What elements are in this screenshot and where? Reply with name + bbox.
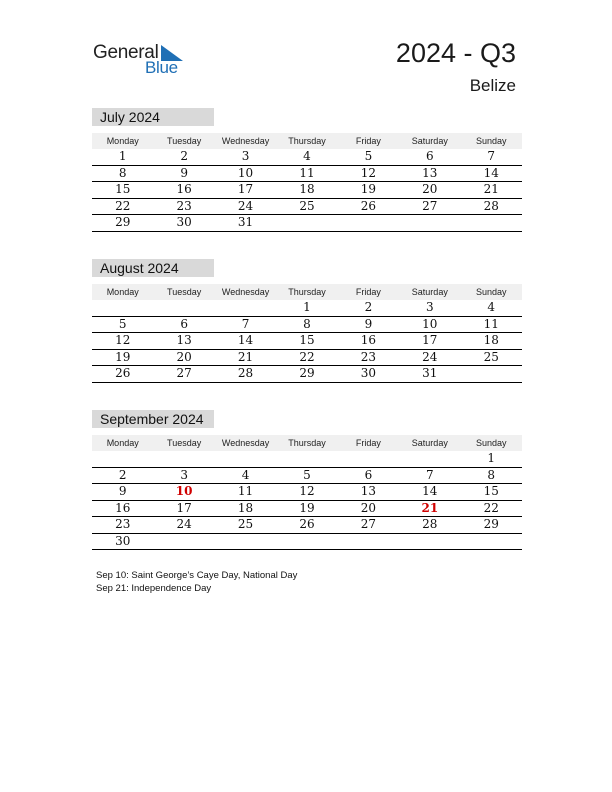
day-cell <box>338 534 399 550</box>
day-cell: 28 <box>237 366 254 380</box>
weekday-header: Tuesday <box>167 287 202 297</box>
week-row <box>92 451 522 468</box>
day-cell: 13 <box>360 484 377 498</box>
day-cell: 1 <box>303 300 311 314</box>
day-cell: 29 <box>299 366 315 380</box>
week-row <box>92 300 522 317</box>
weekday-header: Saturday <box>411 287 448 297</box>
week-row <box>92 215 522 232</box>
day-cell: 11 <box>483 316 499 331</box>
day-cell: 15 <box>115 182 131 196</box>
day-cell: 16 <box>360 333 377 347</box>
day-cell: 13 <box>422 165 438 180</box>
week-row <box>92 517 522 534</box>
day-cell: 10 <box>237 165 254 180</box>
day-cell <box>153 534 214 550</box>
day-cell: 16 <box>115 500 131 515</box>
day-cell: 1 <box>487 451 496 465</box>
day-cell: 25 <box>299 198 315 213</box>
day-cell: 7 <box>426 467 434 482</box>
day-cell <box>92 300 153 316</box>
day-cell: 15 <box>299 333 315 347</box>
weekday-header: Friday <box>355 438 381 448</box>
day-cell: 12 <box>360 165 377 180</box>
week-row <box>92 350 522 367</box>
month-label: September 2024 <box>92 410 214 428</box>
day-cell: 19 <box>299 500 315 515</box>
day-cell: 2 <box>118 467 127 482</box>
day-cell: 19 <box>360 182 377 196</box>
day-cell: 30 <box>176 215 192 229</box>
weekday-header: Saturday <box>411 438 448 448</box>
day-cell: 26 <box>299 517 315 531</box>
day-cell <box>399 534 460 550</box>
weekday-header: Sunday <box>475 438 507 448</box>
day-cell <box>215 300 276 316</box>
day-cell <box>461 215 522 231</box>
weekday-header: Thursday <box>288 136 326 146</box>
holiday-day-cell: 21 <box>421 500 439 515</box>
day-cell: 20 <box>176 349 192 364</box>
day-cell: 3 <box>426 300 434 314</box>
day-cell: 23 <box>360 349 377 364</box>
day-cell: 11 <box>237 484 254 498</box>
day-cell: 8 <box>303 316 311 331</box>
month-september <box>92 410 522 550</box>
day-cell: 21 <box>483 182 499 196</box>
week-row <box>92 182 522 199</box>
weekday-header: Wednesday <box>221 438 270 448</box>
weekday-header: Friday <box>355 287 381 297</box>
day-cell: 9 <box>118 484 127 498</box>
day-cell: 27 <box>422 198 438 213</box>
day-cell: 13 <box>176 333 192 347</box>
week-row <box>92 333 522 350</box>
day-cell <box>461 534 522 550</box>
logo-text-general: General <box>93 42 159 63</box>
weekday-header: Thursday <box>288 438 326 448</box>
day-cell: 29 <box>115 215 131 229</box>
week-row <box>92 317 522 334</box>
day-cell: 31 <box>422 366 438 380</box>
day-cell <box>276 451 337 467</box>
day-cell: 22 <box>483 500 499 515</box>
day-cell: 5 <box>118 316 127 331</box>
holiday-notes <box>96 569 297 595</box>
day-cell: 24 <box>422 349 438 364</box>
day-cell: 29 <box>483 517 499 531</box>
day-cell <box>153 451 214 467</box>
day-cell <box>153 300 214 316</box>
day-cell: 1 <box>118 149 127 163</box>
week-row <box>92 501 522 518</box>
weekday-header: Wednesday <box>221 136 270 146</box>
weekday-header-row <box>92 133 522 149</box>
logo-text-blue: Blue <box>145 58 178 77</box>
month-august <box>92 259 522 383</box>
holiday-note: Sep 10: Saint George’s Caye Day, National Day <box>96 570 298 581</box>
day-cell: 16 <box>176 182 192 196</box>
day-cell: 7 <box>241 316 250 331</box>
day-cell <box>399 215 460 231</box>
day-cell: 3 <box>180 467 188 482</box>
day-cell <box>215 534 276 550</box>
day-cell: 24 <box>176 517 192 531</box>
week-row <box>92 199 522 216</box>
day-cell: 8 <box>118 165 127 180</box>
logo <box>93 40 193 80</box>
day-cell: 17 <box>237 182 254 196</box>
weekday-header: Sunday <box>475 287 507 297</box>
weekday-header: Friday <box>355 136 381 146</box>
day-cell: 12 <box>299 484 315 498</box>
day-cell: 8 <box>487 467 496 482</box>
day-cell: 28 <box>483 198 499 213</box>
day-cell: 26 <box>360 198 377 213</box>
weekday-header-row <box>92 284 522 300</box>
day-cell <box>338 215 399 231</box>
day-cell: 5 <box>364 149 373 163</box>
holiday-note: Sep 21: Independence Day <box>96 583 212 594</box>
day-cell: 19 <box>115 349 131 364</box>
day-cell: 17 <box>422 333 438 347</box>
day-cell <box>276 534 337 550</box>
day-cell: 9 <box>364 316 373 331</box>
day-cell: 20 <box>422 182 438 196</box>
weekday-header: Monday <box>106 287 139 297</box>
weekday-header: Tuesday <box>167 136 202 146</box>
day-cell: 7 <box>487 149 496 163</box>
day-cell: 22 <box>299 349 315 364</box>
day-cell: 18 <box>299 182 315 196</box>
day-cell: 14 <box>483 165 499 180</box>
day-cell: 26 <box>115 366 131 380</box>
week-row <box>92 166 522 183</box>
day-cell <box>276 215 337 231</box>
day-cell: 24 <box>237 198 254 213</box>
day-cell: 14 <box>422 484 438 498</box>
day-cell: 6 <box>180 316 188 331</box>
day-cell: 21 <box>237 349 254 364</box>
day-cell: 18 <box>483 333 499 347</box>
day-cell: 20 <box>360 500 377 515</box>
weekday-header: Thursday <box>288 287 326 297</box>
day-cell <box>338 451 399 467</box>
day-cell: 22 <box>115 198 131 213</box>
week-row <box>92 484 522 501</box>
day-cell: 15 <box>483 484 499 498</box>
day-cell: 27 <box>360 517 377 531</box>
month-july <box>92 108 522 232</box>
week-row <box>92 366 522 383</box>
day-cell: 4 <box>241 467 250 482</box>
week-row <box>92 534 522 551</box>
day-cell: 9 <box>180 165 188 180</box>
day-cell <box>92 451 153 467</box>
day-cell: 31 <box>237 215 254 229</box>
month-label: August 2024 <box>92 259 214 277</box>
day-cell: 5 <box>303 467 311 482</box>
day-cell <box>215 451 276 467</box>
day-cell: 28 <box>422 517 438 531</box>
day-cell: 12 <box>115 333 131 347</box>
day-cell <box>399 451 460 467</box>
day-cell: 30 <box>360 366 377 380</box>
day-cell: 14 <box>237 333 254 347</box>
week-row <box>92 468 522 485</box>
week-row <box>92 149 522 166</box>
day-cell: 23 <box>176 198 192 213</box>
page-title: 2024 - Q3 <box>395 38 516 68</box>
day-cell: 10 <box>422 316 438 331</box>
day-cell: 6 <box>364 467 373 482</box>
day-cell: 23 <box>115 517 131 531</box>
day-cell: 25 <box>483 349 499 364</box>
country-name: Belize <box>469 76 516 95</box>
holiday-day-cell: 10 <box>175 484 193 498</box>
day-cell: 11 <box>299 165 315 180</box>
day-cell <box>461 366 522 382</box>
weekday-header: Sunday <box>475 136 507 146</box>
weekday-header: Monday <box>106 136 139 146</box>
weekday-header: Tuesday <box>167 438 202 448</box>
day-cell: 27 <box>176 366 192 380</box>
month-label: July 2024 <box>92 108 214 126</box>
weekday-header: Wednesday <box>221 287 270 297</box>
weekday-header-row <box>92 435 522 451</box>
day-cell: 3 <box>241 149 250 163</box>
day-cell: 18 <box>237 500 254 515</box>
day-cell: 2 <box>180 149 188 163</box>
day-cell: 4 <box>303 149 311 163</box>
day-cell: 25 <box>237 517 254 531</box>
weekday-header: Monday <box>106 438 139 448</box>
day-cell: 6 <box>426 149 434 163</box>
day-cell: 17 <box>176 500 192 515</box>
day-cell: 30 <box>115 533 131 548</box>
day-cell: 2 <box>364 300 373 314</box>
weekday-header: Saturday <box>411 136 448 146</box>
day-cell: 4 <box>487 300 496 314</box>
